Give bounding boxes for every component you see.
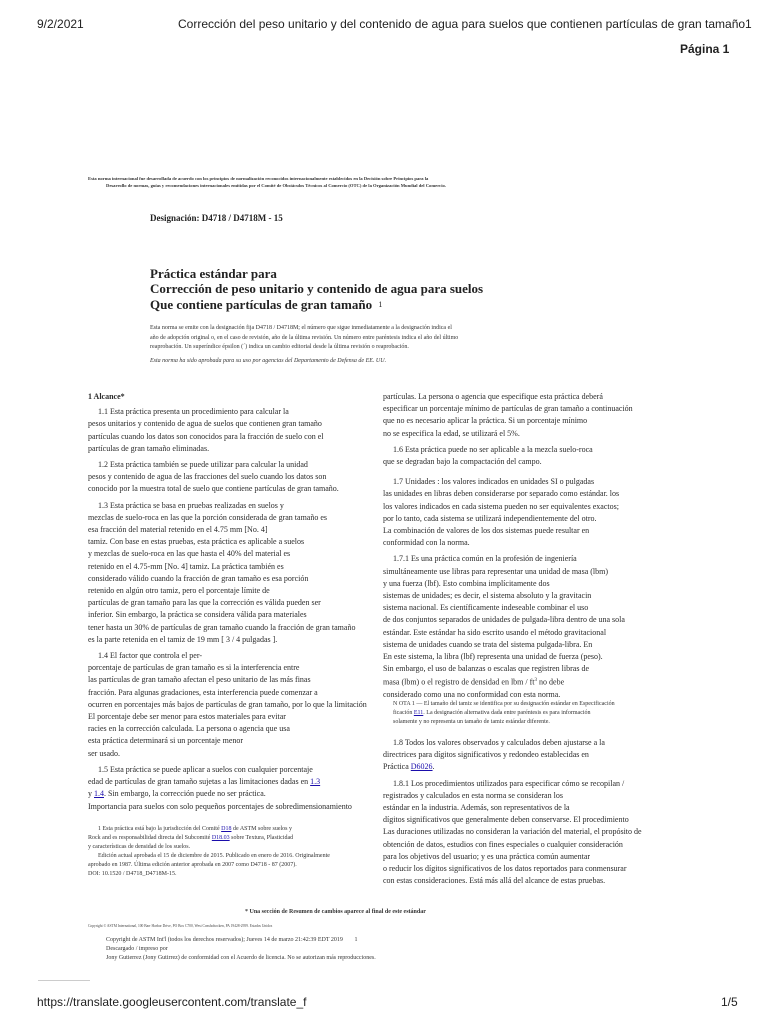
designation: Designación: D4718 / D4718M - 15	[150, 213, 283, 223]
left-column	[88, 391, 367, 813]
right-line: Sin embargo, el uso de balanzas o escalas que registren libras de	[383, 664, 590, 674]
astm-address: Copyright © ASTM International, 100 Barr Harbor Drive, PO Box C700, West Conshohocken, PA 19428-2959. Estados Unidos	[88, 924, 273, 928]
footnote-1	[88, 825, 330, 879]
issue-note-line-2: año de adopción original o, en el caso de revisión, año de la última revisión. Un número entre paréntesis indica el año del último	[150, 334, 459, 341]
footnote-text: Rock and es responsabilidad directa del Subcomité	[88, 835, 211, 841]
footnote-line-4: Edición actual aprobada el 15 de diciembre de 2015. Publicado en enero de 2016. Originalmente	[98, 853, 330, 859]
left-line: 1.4 El factor que controla el per-	[98, 651, 203, 661]
issue-note	[150, 324, 458, 366]
left-line: esa fracción del material retenido en el 4.75 mm [No. 4]	[88, 525, 268, 535]
left-line-text: . Sin embargo, la corrección puede no ser práctica.	[104, 789, 266, 799]
left-line: partículas cuando los datos son conocidos para la fracción de suelo con el	[88, 431, 324, 441]
title-line-2: Corrección de peso unitario y contenido de agua para suelos	[150, 281, 484, 296]
left-line-text: y	[88, 789, 92, 799]
issue-note-line-3: reaprobación. Un superíndice épsilon (´) indica un cambio editorial desde la última revisión o reaprobación.	[150, 344, 409, 350]
d18-03-link[interactable]: D18.03	[211, 835, 230, 841]
right-line: de dos conjuntos separados de unidades de pulgada-libra dentro de una sola	[383, 615, 625, 625]
copyright-line-2: Descargado / impreso por	[106, 946, 168, 952]
right-line-text: masa (lbm) o el registro de densidad en lbm / ft	[383, 678, 535, 688]
preamble-line-1: Esta norma internacional fue desarrollada de acuerdo con los principios de normalización reconocidos internacionalmente establecidos en la Decisión sobre Principios para la	[88, 176, 429, 181]
title-line-3-text: Que contiene partículas de gran tamaño	[150, 297, 373, 312]
right-column	[383, 391, 633, 702]
right-line: que se degradan bajo la compactación del campo.	[383, 457, 542, 467]
right-line: sistema de unidades cuando se trata del sistema pulgada-libra. En	[383, 639, 593, 649]
footnote-text: de ASTM sobre suelos y	[232, 826, 292, 832]
issue-note-line-4: Esta norma ha sido aprobada para su uso por agencias del Departamento de Defensa de EE. UU.	[150, 357, 387, 364]
right-line	[383, 675, 633, 689]
left-line: tener hasta un 30% de partículas de gran tamaño cuando la fracción de gran tamaño	[88, 622, 356, 632]
right-column-cont	[383, 737, 642, 887]
page-number: 1	[354, 937, 358, 943]
note-1-line-2	[393, 709, 615, 718]
section-1-heading: 1 Alcance*	[88, 392, 125, 401]
left-line: 1.5 Esta práctica se puede aplicar a suelos con cualquier porcentaje	[98, 764, 313, 774]
left-line	[88, 776, 367, 788]
right-line: simultáneamente use libras para representar una unidad de masa (lbm)	[383, 566, 609, 576]
note-1-line-3: solamente y no representa un tamaño de tamiz estándar diferente.	[393, 719, 550, 725]
right-line: los valores indicados en cada sistema pueden no ser equivalentes exactos;	[383, 501, 619, 511]
right-line: obtención de datos, estudios con fines especiales o cualquier consideración	[383, 839, 623, 849]
left-line: es la parte retenida en el tamiz de 19 mm [ 3 / 4 pulgadas ].	[88, 634, 278, 644]
d6026-link[interactable]: D6026	[410, 762, 433, 772]
d18-link[interactable]: D18	[221, 826, 232, 832]
right-line-text: Práctica	[383, 762, 409, 772]
note-1-text: ficación	[393, 710, 413, 716]
right-line: La combinación de valores de los dos sistemas puede resultar en	[383, 526, 590, 536]
footnote-line-2	[88, 834, 330, 843]
title-line-3	[150, 297, 382, 313]
right-line: Las duraciones utilizadas no consideran la variación del material, el propósito de	[383, 827, 642, 837]
section-1-4-link[interactable]: 1.4	[94, 789, 104, 799]
footnote-line-5: aprobado en 1987. Última edición anterior aprobada en 2007 como D4718 - 87 (2007).	[88, 862, 297, 868]
left-line: racies en la corrección calculada. La persona o agencia que usa	[88, 724, 290, 734]
left-line: pesos unitarios y contenido de agua de suelos que contienen gran tamaño	[88, 419, 322, 429]
right-line: 1.8.1 Los procedimientos utilizados para especificar cómo se recopilan /	[393, 778, 625, 788]
right-line: directrices para dígitos significativos y redondeo establecidas en	[383, 750, 589, 760]
right-line: y una fuerza (lbf). Esto combina implícitamente dos	[383, 578, 550, 588]
right-line: dígitos significativos que generalmente deben conservarse. El procedimiento	[383, 815, 629, 825]
preamble-line-2: Desarrollo de normas, guías y recomendaciones internacionales emitidas por el Comité de Obstáculos Técnicos al Comercio (OTC) de la Organización Mundial del Comercio.	[106, 183, 446, 188]
right-line: 1.8 Todos los valores observados y calculados deben ajustarse a la	[393, 738, 605, 747]
left-line: ser usado.	[88, 748, 120, 758]
superscript-3: 3	[534, 678, 538, 684]
left-line: retenido en el 4.75-mm [No. 4] tamiz. La práctica también es	[88, 561, 284, 571]
left-line: inferior. Sin embargo, la práctica se considera válida para materiales	[88, 610, 307, 620]
footnote-text: sobre Textura, Plasticidad	[231, 835, 294, 841]
print-title: Corrección del peso unitario y del contenido de agua para suelos que contienen partículas de gran tamaño1	[178, 17, 752, 31]
right-line-text: no debe	[537, 678, 565, 688]
copyright-block	[106, 936, 376, 963]
left-line: las partículas de gran tamaño afectan el peso unitario de las más finas	[88, 675, 311, 685]
left-line: porcentaje de partículas de gran tamaño es si la interferencia entre	[88, 663, 300, 673]
left-line: 1.2 Esta práctica también se puede utilizar para calcular la unidad	[98, 460, 308, 470]
left-line: partículas de gran tamaño eliminadas.	[88, 443, 210, 453]
left-line: El porcentaje debe ser menor para estos materiales para evitar	[88, 712, 286, 722]
footnote-line-3: y características de densidad de los suelos.	[88, 844, 191, 850]
right-line: partículas. La persona o agencia que especifique esta práctica deberá	[383, 392, 603, 401]
print-page-count: 1/5	[721, 995, 738, 1009]
right-line: que no es necesario aplicar la práctica. Si un porcentaje mínimo	[383, 416, 588, 426]
left-line: y mezclas de suelo-roca en las que hasta el 40% del material es	[88, 549, 291, 559]
left-line: tamiz. Con base en estas pruebas, esta práctica es aplicable a suelos	[88, 537, 305, 547]
print-date: 9/2/2021	[37, 17, 84, 31]
note-1	[393, 700, 615, 727]
summary-note: * Una sección de Resumen de cambios aparece al final de este estándar	[245, 909, 426, 915]
left-line: fracción. Para algunas gradaciones, esta interferencia puede comenzar a	[88, 687, 318, 697]
right-line	[383, 761, 642, 773]
copyright-line-3: Jony Gutierrez (Jony Gutirrez) de conformidad con el Acuerdo de licencia. No se autorizan más reproducciones.	[106, 955, 376, 961]
right-line: las unidades en libras deben considerarse por separado como estándar. los	[383, 489, 620, 499]
right-line: sistema nacional. Es científicamente indeseable combinar el uso	[383, 603, 589, 613]
title-footnote-ref: 1	[378, 300, 383, 309]
left-line: pesos y contenido de agua de las fracciones del suelo cuando los datos son	[88, 472, 327, 482]
right-line: estándar en la industria. Además, son representativos de la	[383, 803, 570, 813]
note-1-line-1: N OTA 1 — El tamaño del tamiz se identifica por su designación estándar en Especificación	[393, 701, 615, 707]
copyright-text: Copyright de ASTM Int'l (todos los derechos reservados); Jueves 14 de marzo 21:42:39 EDT 2019	[106, 937, 343, 943]
right-line: para los objetivos del usuario; y es una práctica común aumentar	[383, 851, 591, 861]
right-line: con estas consideraciones. Está más allá del alcance de estas pruebas.	[383, 876, 606, 886]
footer-divider	[38, 980, 90, 981]
right-line: no se especifica la edad, se utilizará el 5%.	[383, 428, 520, 438]
left-line: 1.3 Esta práctica se basa en pruebas realizadas en suelos y	[98, 500, 284, 510]
left-line: conocido por la muestra total de suelo que contiene partículas de gran tamaño.	[88, 484, 339, 494]
left-line	[88, 788, 367, 800]
print-url: https://translate.googleusercontent.com/translate_f	[37, 995, 307, 1009]
section-1-3-link[interactable]: 1.3	[310, 777, 321, 787]
right-line: conformidad con la norma.	[383, 538, 470, 548]
left-line: mezclas de suelo-roca en las que la porción considerada de gran tamaño es	[88, 512, 328, 522]
left-line: 1.1 Esta práctica presenta un procedimiento para calcular la	[98, 407, 289, 417]
e11-link[interactable]: E11	[413, 710, 424, 716]
left-line: esta práctica determinará si un porcentaje menor	[88, 736, 244, 746]
footnote-text: 1 Esta práctica está bajo la jurisdicción del Comité	[98, 826, 220, 832]
left-line-text: edad de partículas de gran tamaño sujetas a las limitaciones dadas en	[88, 777, 309, 787]
right-line: especificar un porcentaje mínimo de partículas de gran tamaño a continuación	[383, 404, 633, 414]
right-line: 1.7.1 Es una práctica común en la profesión de ingeniería	[393, 554, 577, 564]
left-line: ocurren en porcentajes más bajos de partículas de gran tamaño, por lo que la limitación	[88, 699, 367, 709]
left-line: Importancia para suelos con solo pequeños porcentajes de sobredimensionamiento	[88, 801, 352, 811]
footnote-line-1	[88, 825, 330, 834]
right-line: En este sistema, la libra (lbf) representa una unidad de fuerza (peso).	[383, 652, 603, 662]
right-line: considerado como una no conformidad con esta norma.	[383, 690, 561, 700]
page-label: Página 1	[680, 42, 730, 56]
left-line: partículas de gran tamaño para las que la corrección es válida pueden ser	[88, 598, 321, 608]
right-line: 1.6 Esta práctica puede no ser aplicable a la mezcla suelo-roca	[393, 444, 593, 454]
issue-note-line-1: Esta norma se emite con la designación fija D4718 / D4718M; el número que sigue inmediatamente a la designación indica el	[150, 325, 452, 331]
right-line: estándar. Este estándar ha sido escrito usando el método gravitacional	[383, 627, 607, 637]
right-line: o reducir los dígitos significativos de los datos reportados para conmensurar	[383, 864, 627, 874]
copyright-line-1	[106, 936, 376, 945]
right-line: por lo tanto, cada sistema se utilizará independientemente del otro.	[383, 513, 597, 523]
note-1-text: . La designación alternativa dada entre paréntesis es para información	[423, 710, 591, 716]
left-line: retenido en algún otro tamiz, pero el porcentaje límite de	[88, 586, 270, 596]
right-line: sistemas de unidades; es decir, el sistema absoluto y la gravitacin	[383, 591, 592, 601]
right-line: registrados y calculados en esta norma se consideran los	[383, 790, 563, 800]
footnote-line-6: DOI: 10.1520 / D4718_D4718M-15.	[88, 871, 177, 877]
title-line-1: Práctica estándar para	[150, 266, 277, 281]
right-line: 1.7 Unidades : los valores indicados en unidades SI o pulgadas	[393, 477, 595, 487]
left-line: considerado válido cuando la fracción de gran tamaño es esa porción	[88, 573, 309, 583]
right-line-text: .	[432, 762, 435, 772]
